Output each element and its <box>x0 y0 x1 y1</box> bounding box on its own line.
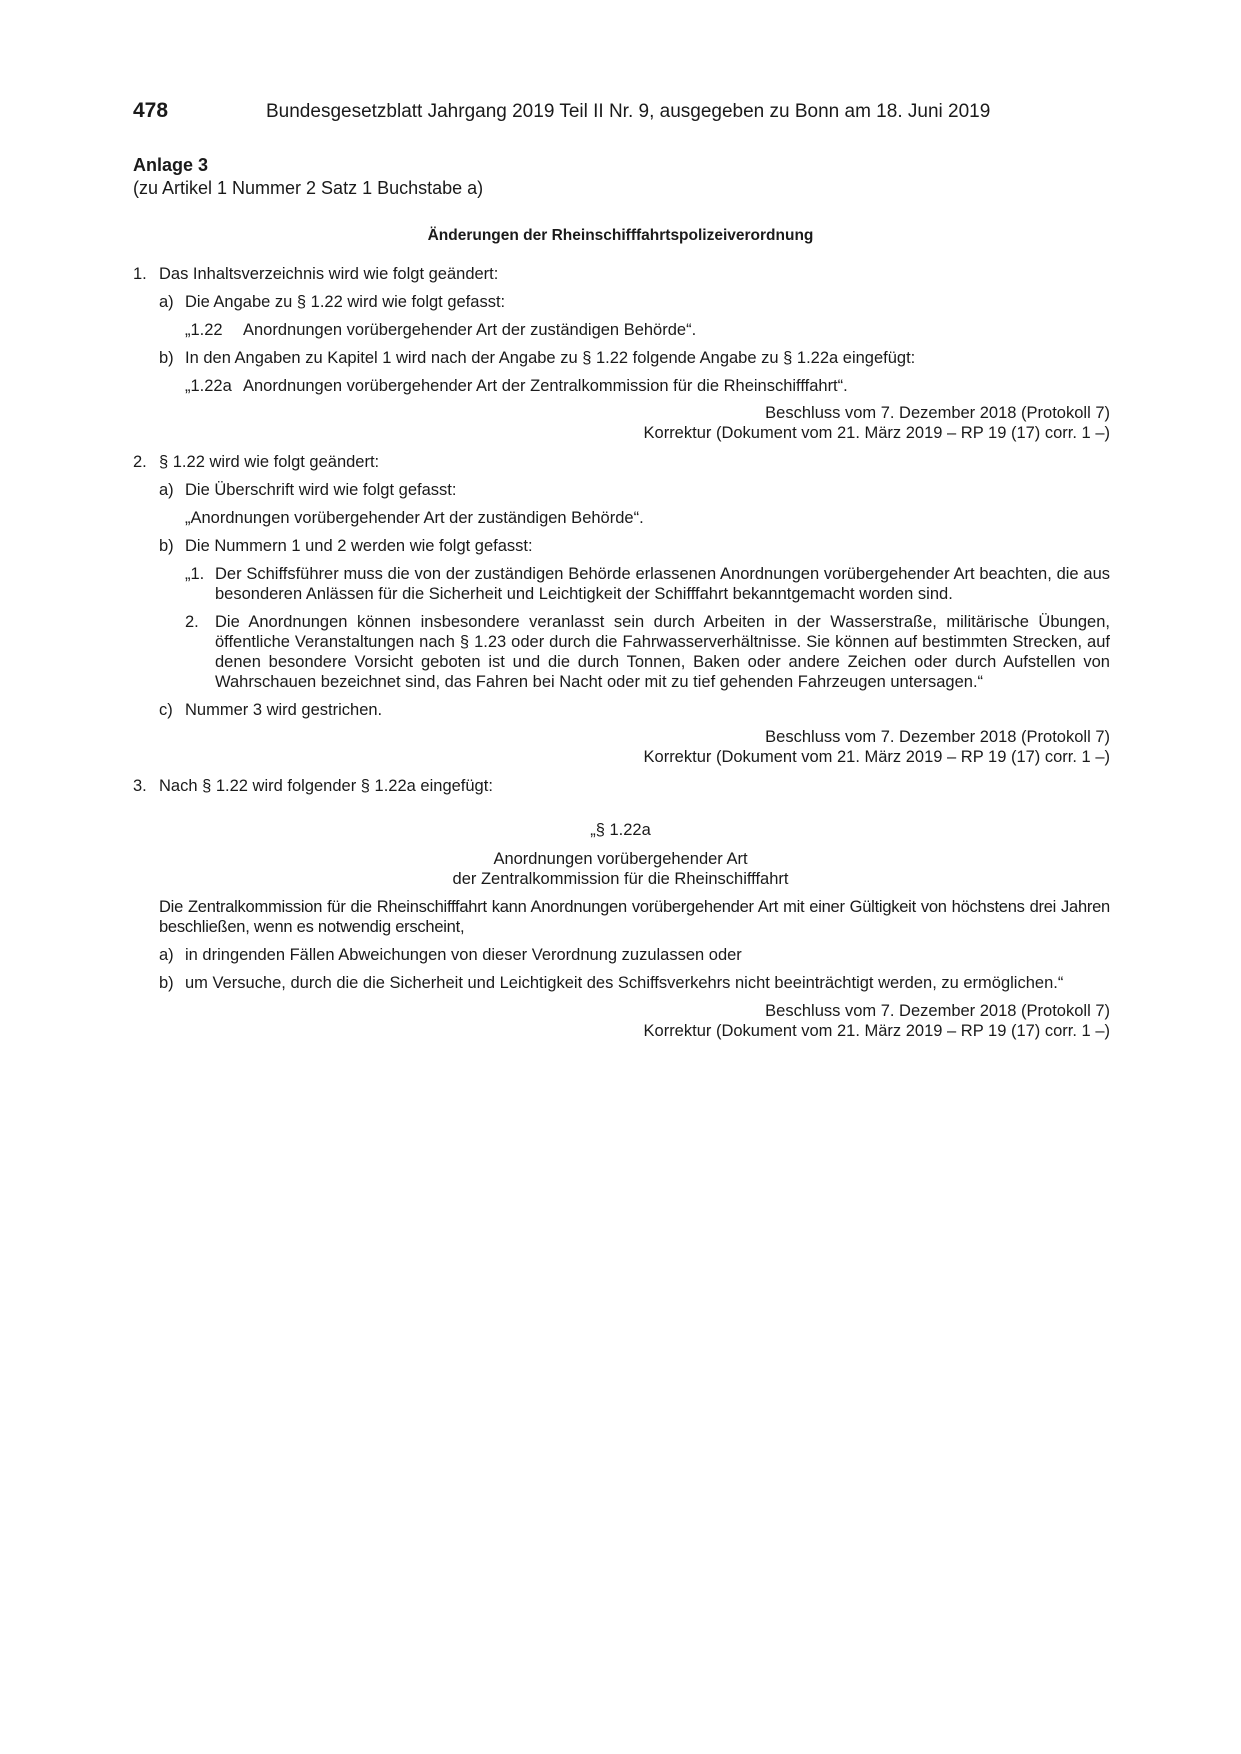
sub-label: b) <box>159 974 174 992</box>
sub-label: c) <box>159 701 173 719</box>
numbered-label: 2. <box>185 613 199 631</box>
paragraph-title: „§ 1.22a <box>590 821 651 839</box>
source-correction: Korrektur (Dokument vom 21. März 2019 – RP 19 (17) corr. 1 –) <box>643 424 1110 442</box>
quote-text: Anordnungen vorübergehender Art der Zentralkommission für die Rheinschifffahrt“. <box>243 377 848 395</box>
quote-text: „Anordnungen vorübergehender Art der zuständigen Behörde“. <box>185 509 644 527</box>
source-resolution: Beschluss vom 7. Dezember 2018 (Protokoll 7) <box>765 404 1110 422</box>
source-resolution: Beschluss vom 7. Dezember 2018 (Protokoll 7) <box>765 728 1110 746</box>
item-number: 3. <box>133 777 147 795</box>
document-heading: Änderungen der Rheinschifffahrtspolizeiverordnung <box>427 227 814 244</box>
item-text: Das Inhaltsverzeichnis wird wie folgt geändert: <box>159 265 499 283</box>
paragraph-subtitle: Anordnungen vorübergehender Art <box>493 850 748 868</box>
item-number: 1. <box>133 265 147 283</box>
item-text: Nach § 1.22 wird folgender § 1.22a eingefügt: <box>159 777 493 795</box>
item-number: 2. <box>133 453 147 471</box>
sub-text: In den Angaben zu Kapitel 1 wird nach der Angabe zu § 1.22 folgende Angabe zu § 1.22a eingefügt: <box>185 349 916 367</box>
numbered-text: Die Anordnungen können insbesondere veranlasst sein durch Arbeiten in der Wasserstraße, militärische Übungen, öffentliche Veranstaltungen nach § 1.23 oder durch die Fahrwasserverhältnisse. Sie können auf bestimmten Strecken, auf denen besondere Vorsicht geboten ist und die durch Tonnen, Baken oder andere Zeichen oder durch Aufstellen von Wahrschauen bezeichnet sind, das Fahren bei Nacht oder mit zu tief gehenden Fahrzeugen untersagen.“ <box>215 613 1110 691</box>
sub-text: Die Überschrift wird wie folgt gefasst: <box>185 481 457 499</box>
sub-text: Die Nummern 1 und 2 werden wie folgt gefasst: <box>185 537 533 555</box>
quote-text: Anordnungen vorübergehender Art der zuständigen Behörde“. <box>243 321 697 339</box>
gazette-title: Bundesgesetzblatt Jahrgang 2019 Teil II Nr. 9, ausgegeben zu Bonn am 18. Juni 2019 <box>266 101 991 122</box>
annex-subtitle: (zu Artikel 1 Nummer 2 Satz 1 Buchstabe a) <box>133 178 484 198</box>
sub-text: Die Angabe zu § 1.22 wird wie folgt gefasst: <box>185 293 506 311</box>
quote-number: „1.22 <box>185 321 223 339</box>
item-text: § 1.22 wird wie folgt geändert: <box>159 453 380 471</box>
sub-label: a) <box>159 481 174 499</box>
quote-number: „1.22a <box>185 377 232 395</box>
source-resolution: Beschluss vom 7. Dezember 2018 (Protokoll 7) <box>765 1002 1110 1020</box>
paragraph-subtitle: der Zentralkommission für die Rheinschifffahrt <box>452 870 789 888</box>
numbered-text: Der Schiffsführer muss die von der zuständigen Behörde erlassenen Anordnungen vorübergehender Art beachten, die aus besonderen Anlässen für die Sicherheit und Leichtigkeit der Schifffahrt bekanntgemacht worden sind. <box>215 565 1110 603</box>
source-correction: Korrektur (Dokument vom 21. März 2019 – RP 19 (17) corr. 1 –) <box>643 1022 1110 1040</box>
page-number: 478 <box>133 99 169 122</box>
sub-label: a) <box>159 946 174 964</box>
source-correction: Korrektur (Dokument vom 21. März 2019 – RP 19 (17) corr. 1 –) <box>643 748 1110 766</box>
annex-title: Anlage 3 <box>133 155 209 175</box>
sub-label: b) <box>159 537 174 555</box>
sub-text: Nummer 3 wird gestrichen. <box>185 701 383 719</box>
sub-text: in dringenden Fällen Abweichungen von dieser Verordnung zuzulassen oder <box>185 946 742 964</box>
sub-text: um Versuche, durch die die Sicherheit und Leichtigkeit des Schiffsverkehrs nicht beeinträchtigt werden, zu ermöglichen.“ <box>185 974 1064 992</box>
sub-label: a) <box>159 293 174 311</box>
sub-label: b) <box>159 349 174 367</box>
paragraph-body: Die Zentralkommission für die Rheinschifffahrt kann Anordnungen vorübergehender Art mit einer Gültigkeit von höchstens drei Jahren beschließen, wenn es notwendig erscheint, <box>159 898 1110 936</box>
numbered-label: „1. <box>185 565 205 583</box>
